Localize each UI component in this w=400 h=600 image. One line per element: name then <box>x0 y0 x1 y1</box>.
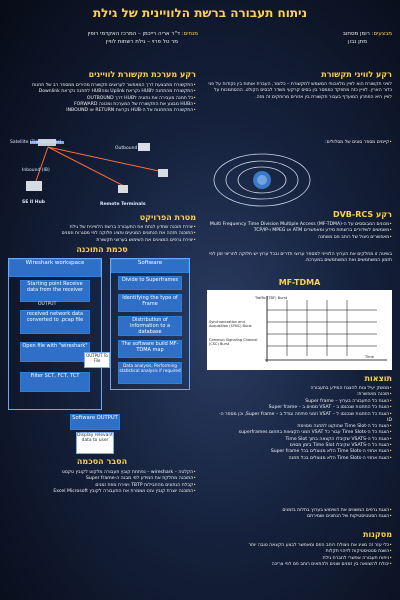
sw-box-2: Identifying the type of Frame <box>118 294 182 312</box>
goal-heading: מטרת הפרויקט <box>139 213 196 222</box>
dvb-heading: רקע DVB-RCS <box>332 210 392 219</box>
list-item: • הצגת כל ה-Time Slot שהוקצו לתחנה מסוימת <box>215 424 392 430</box>
results-list <box>207 386 392 399</box>
advisor-2: מר טל פרוי – גילת רשתות לוויין <box>105 39 178 45</box>
software-diagram-heading: סכמת התוכנה <box>76 245 128 254</box>
list-item: • הצגת אחוזי ה-Time Slots הלא מנוצלים בכל תחנה <box>215 456 392 462</box>
sync-burst-label: Synchronization and Acquisition (SYNC) Burst <box>209 320 252 328</box>
ws-box-3: Open file with "wireshark" <box>20 342 90 362</box>
list-item: • קבלת הנתונים מהחבילות TBTP ויצירת מפת זמנים <box>8 483 196 489</box>
traffic-burst-label: Traffic (TBF) Burst <box>255 296 288 300</box>
list-item: • הצגת כל התחנות שנכנסו ל – VSAT וזמני פתיחה וגודל ב – Super frame, וכן מספר ה-ID <box>215 412 392 425</box>
list-item: • מכונים המבוססים על ה-(MF-TDMA) Multi Frequency Time Division Multiple Access <box>207 222 392 228</box>
list-item: • השגת סטטיסטיקות לזיהוי תקלות <box>207 549 392 555</box>
sat-system-heading: רקע מערכת תקשורת לוויינים <box>88 70 196 79</box>
list-item: • התקשורת מהתחנה לHUB נקראת Uplink ומהHUB לתחנה נקראת Downlink <box>8 89 196 95</box>
list-item: • יצירת תוכנה שתדע לנתח את התעבורה ברשת הלוויינית של גילת <box>8 225 196 231</box>
methods-heading: הסבר הסכמה <box>76 457 128 466</box>
advisor-1: ד"ר אריה רייכמן – המרכז האקדמי רופין <box>87 31 180 37</box>
list-item: • הצגת כל ה-VSATS שקיבלו Time Slot בזמן מסוים <box>215 443 392 449</box>
list-item: • כלי עזר זה מציג את ניצולת רוחב הפס ומאפשר לבצע הקצאה טובה יותר <box>207 543 392 549</box>
list-item: • יצירת גרפים המציגים את השימוש בערוצי תקשורת <box>8 238 196 244</box>
list-item: • קיימים מספר סוגים של מסלולים: <box>207 140 392 146</box>
list-item: • התוכנה תזהה את הנתונים המגיעים ותציג חלוקה לפי מסגרות וזמנים <box>8 231 196 237</box>
output-to-file-box: OUTPUT To File <box>84 352 110 368</box>
dvb-paragraph: בשיטה זו מחלקים את הערוץ הלווייני למספר ערוצי תדרים ובכל ערוץ יש חלוקה לחריצי זמן לפי תזמון המשתמשים ואת המשתמשים במערכת. <box>209 252 392 264</box>
advisors-block <box>8 30 198 46</box>
sw-output-title: Software OUTPUT <box>70 414 120 430</box>
results-heading: תוצאות <box>364 374 392 383</box>
satellite-label: Satellite (Transponder) <box>10 140 62 145</box>
list-item: • הצגת כל התחנות שנכנסו ב – VSAT מסוים ב – Super frame <box>215 405 392 411</box>
goal-list <box>8 225 196 244</box>
satellite-background-paragraph: לוויני תקשורת הוא לוויין מלאכותי המשמש לתקשורת – כלומר, העברת אותות בין נקודות על פני כדור הארץ. לוויין כזה מתפקד כממסר בין בסיס קרקעי משדר לבסיס הקולט. ההסתמכות על לוויין היא הפתרון המועדף בעבור תקשורת בין אזורים מרוחקים זה מזה. <box>208 82 392 100</box>
student-1: רומן מסחוב <box>342 31 370 37</box>
list-item: • התקשורת מתבצעת דרך המאפשר לערוצים תקשורת מהירים ממספר רב של תחנות <box>8 83 196 89</box>
list-item: • יכולת להשוואה בין זמנים שונים ולהתאים רוחב פס לפי צריכה <box>207 562 392 568</box>
orbits-figure <box>210 150 315 210</box>
ws-output-label: OUTPUT <box>38 302 57 307</box>
results-sublist <box>215 399 392 462</box>
inbound-label: Inbound (IB) <box>22 168 50 173</box>
ws-box-4: Filter SCT, FCT, TCT <box>20 372 90 392</box>
conclusions-heading: מסקנות <box>363 530 392 539</box>
list-item: • תוכנה מאפשרת: <box>207 392 392 398</box>
satellite-background-list <box>207 140 392 146</box>
students-label: מבצעים: <box>371 31 392 37</box>
ws-box-1: Starting point Receive data from the receiver <box>20 280 90 302</box>
mftdma-heading: MF-TDMA <box>278 278 321 287</box>
wireshark-title: Wireshark workspace <box>9 259 101 277</box>
list-item: • התקשורת מהתחנות אל ה-HUB נקראת RETURN או INBOUND <box>8 108 196 114</box>
outbound-label: Outbound (DB) <box>115 146 149 151</box>
terminals-label: Remote Terminals <box>100 202 146 207</box>
satellite-background-heading: רקע לוויני תקשורת <box>321 70 392 79</box>
methods-list <box>8 470 196 495</box>
list-item: • הצגת אחוזי ה-Time Slots הלא מנוצלים בכל Super frame <box>215 449 392 455</box>
sat-system-list <box>8 83 196 114</box>
list-item: • הקלטה – wireshark – נפתחת קובץ תעבורה מלקוט לקובץ טקסט <box>8 470 196 476</box>
student-2: מתן נבון <box>348 39 367 45</box>
sw-box-3: Distribution of information to a database <box>118 316 182 336</box>
list-item: • התוכנה מחלקת את המידע לפי מבנה ה-Super frame <box>8 476 196 482</box>
list-item: • משמשים לשידורים ברשתות מידע ומאפשרים ATM או MPEG ו-TCP/IP <box>207 228 392 234</box>
dvb-list <box>207 222 392 241</box>
list-item: • הצגת גרפים המשווים את השימוש בערוץ בתלות בזמנים <box>207 508 392 514</box>
sw-box-4: The software build MF-TDMA map <box>118 340 182 358</box>
list-item: • הצגת הסטטיסטיקות של הנתונים ושמירתם <box>207 514 392 520</box>
time-axis-label: Time <box>365 355 374 359</box>
list-item: • הצגת כל התעבורה בערוץ – Super frame <box>215 399 392 405</box>
sw-box-5: Data analysis, Performing statistical analysis if required <box>118 362 182 384</box>
list-item: • הHUB מבצע את התקשורת של המערכת ומכונה FORWARD <box>8 102 196 108</box>
csc-burst-label: Common Signaling Channel (CSC) Burst <box>209 338 258 346</box>
list-item: • מאפשרים ניצול של רוחב פס משתנה <box>207 235 392 241</box>
software-title: Software <box>111 259 189 273</box>
advisors-label: מנחים: <box>181 31 198 37</box>
results-extra-list <box>207 508 392 521</box>
sw-output-box: Display relevant data to user <box>76 432 114 454</box>
list-item: • התוכנה יוצרת קובץ csv ושומרת את התעבורה לקובץ Excel Microsoft <box>8 489 196 495</box>
list-item: • ממשק יעיל ונוח להצגת המידע בתעבורה <box>207 386 392 392</box>
students-block <box>272 30 392 46</box>
conclusions-list <box>207 543 392 568</box>
list-item: • הצגת כל ה-Time Slots עבור כל VSAT וזמני הקצאות בתחום superframes <box>215 430 392 436</box>
ws-box-2: received network data converted to .pcap file <box>20 310 90 334</box>
hub-label: SE II Hub <box>22 200 45 205</box>
sw-box-1: Divide to Superframes <box>118 276 182 290</box>
poster-title: ניתוח תעבורה ברשת הלוויינית של גילת <box>92 6 308 20</box>
list-item: • ניתוח תעבורה אפשרי לחברת גילת <box>207 556 392 562</box>
list-item: • כל תחנה מעבירה את נתוניה לHUB דרך OUTBOUND <box>8 96 196 102</box>
list-item: • הצגת כל ה-VSATS שקיבלו הקצאה בתוך Time Slot <box>215 437 392 443</box>
